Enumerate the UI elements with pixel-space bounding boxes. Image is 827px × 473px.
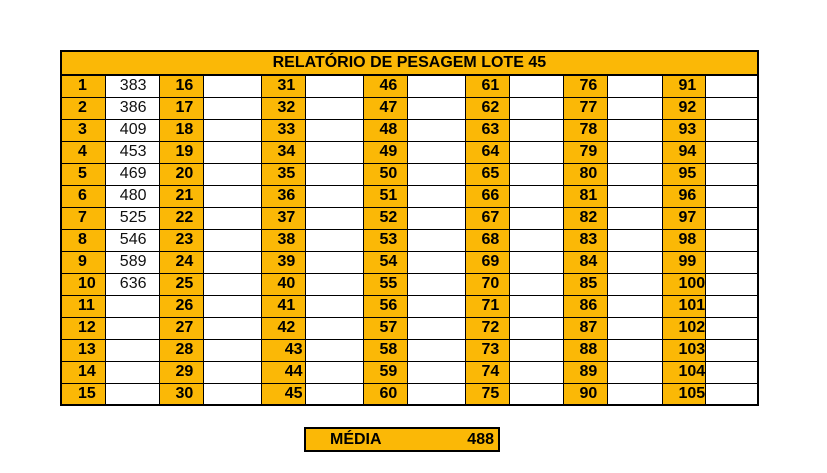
- animal-number-cell: 19: [159, 141, 203, 163]
- weight-value-cell[interactable]: [607, 339, 662, 361]
- animal-number-cell: 33: [261, 119, 305, 141]
- weight-value-cell[interactable]: [407, 119, 465, 141]
- animal-number-cell: 88: [563, 339, 607, 361]
- weight-value-cell[interactable]: [407, 229, 465, 251]
- table-row: [61, 339, 758, 361]
- animal-number-cell: 71: [465, 295, 509, 317]
- weight-value-cell[interactable]: [203, 185, 261, 207]
- weight-value-cell[interactable]: [407, 317, 465, 339]
- animal-number-cell: 67: [465, 207, 509, 229]
- table-row: [61, 295, 758, 317]
- weight-value-cell[interactable]: [509, 229, 563, 251]
- animal-number-cell: 63: [465, 119, 509, 141]
- animal-number-cell: 58: [363, 339, 407, 361]
- animal-number-cell: 27: [159, 317, 203, 339]
- weight-value-cell[interactable]: [105, 383, 159, 405]
- table-row: [61, 229, 758, 251]
- animal-number-cell: 39: [261, 251, 305, 273]
- weight-value-cell[interactable]: [407, 273, 465, 295]
- animal-number-cell: 7: [61, 207, 105, 229]
- animal-number-cell: 57: [363, 317, 407, 339]
- animal-number-cell: 44: [261, 361, 305, 383]
- animal-number-cell: 42: [261, 317, 305, 339]
- weight-value-cell[interactable]: [203, 97, 261, 119]
- weight-value-cell[interactable]: [706, 185, 758, 207]
- animal-number-cell: 75: [465, 383, 509, 405]
- weight-value-cell[interactable]: [706, 273, 758, 295]
- weight-value-cell[interactable]: [407, 295, 465, 317]
- weight-value-cell[interactable]: [607, 207, 662, 229]
- animal-number-cell: 8: [61, 229, 105, 251]
- animal-number-cell: 69: [465, 251, 509, 273]
- weight-value-cell[interactable]: [305, 229, 363, 251]
- animal-number-cell: 54: [363, 251, 407, 273]
- animal-number-cell: 14: [61, 361, 105, 383]
- weight-value-cell[interactable]: [407, 163, 465, 185]
- animal-number-cell: 70: [465, 273, 509, 295]
- animal-number-cell: 99: [662, 251, 706, 273]
- weight-value-cell[interactable]: [203, 251, 261, 273]
- weight-value-cell[interactable]: [509, 163, 563, 185]
- animal-number-cell: 21: [159, 185, 203, 207]
- table-row: [61, 317, 758, 339]
- animal-number-cell: 50: [363, 163, 407, 185]
- weight-value-cell[interactable]: [607, 141, 662, 163]
- animal-number-cell: 91: [662, 75, 706, 97]
- animal-number-cell: 79: [563, 141, 607, 163]
- weight-value-cell[interactable]: [203, 163, 261, 185]
- weight-value-cell[interactable]: [706, 339, 758, 361]
- weight-value-cell[interactable]: 383: [105, 75, 159, 97]
- weight-value-cell[interactable]: [305, 185, 363, 207]
- weight-value-cell[interactable]: 589: [105, 251, 159, 273]
- animal-number-cell: 103: [662, 339, 706, 361]
- animal-number-cell: 12: [61, 317, 105, 339]
- report-title: RELATÓRIO DE PESAGEM LOTE 45: [61, 51, 758, 75]
- animal-number-cell: 102: [662, 317, 706, 339]
- animal-number-cell: 90: [563, 383, 607, 405]
- weight-value-cell[interactable]: 480: [105, 185, 159, 207]
- table-row: [61, 361, 758, 383]
- animal-number-cell: 38: [261, 229, 305, 251]
- animal-number-cell: 1: [61, 75, 105, 97]
- weight-value-cell[interactable]: [607, 119, 662, 141]
- weight-value-cell[interactable]: [607, 295, 662, 317]
- weight-value-cell[interactable]: [407, 97, 465, 119]
- animal-number-cell: 104: [662, 361, 706, 383]
- weight-value-cell[interactable]: [509, 207, 563, 229]
- table-row: [61, 207, 758, 229]
- animal-number-cell: 43: [261, 339, 305, 361]
- animal-number-cell: 86: [563, 295, 607, 317]
- weight-value-cell[interactable]: [203, 295, 261, 317]
- weight-value-cell[interactable]: [706, 229, 758, 251]
- weight-value-cell[interactable]: [105, 295, 159, 317]
- weight-value-cell[interactable]: [607, 229, 662, 251]
- animal-number-cell: 25: [159, 273, 203, 295]
- weight-value-cell[interactable]: [607, 97, 662, 119]
- table-row: [61, 75, 758, 97]
- weight-value-cell[interactable]: [305, 295, 363, 317]
- weight-value-cell[interactable]: [607, 383, 662, 405]
- weight-value-cell[interactable]: 636: [105, 273, 159, 295]
- animal-number-cell: 17: [159, 97, 203, 119]
- weight-value-cell[interactable]: [305, 163, 363, 185]
- animal-number-cell: 77: [563, 97, 607, 119]
- weight-value-cell[interactable]: [607, 273, 662, 295]
- weight-value-cell[interactable]: 453: [105, 141, 159, 163]
- animal-number-cell: 73: [465, 339, 509, 361]
- animal-number-cell: 66: [465, 185, 509, 207]
- animal-number-cell: 3: [61, 119, 105, 141]
- weight-value-cell[interactable]: [305, 317, 363, 339]
- animal-number-cell: 24: [159, 251, 203, 273]
- weight-value-cell[interactable]: [203, 317, 261, 339]
- table-row: [61, 185, 758, 207]
- weight-value-cell[interactable]: [607, 163, 662, 185]
- weight-value-cell[interactable]: [305, 119, 363, 141]
- weight-value-cell[interactable]: [407, 207, 465, 229]
- weight-value-cell[interactable]: [706, 317, 758, 339]
- weighing-report-table: [60, 50, 759, 406]
- table-row: [61, 251, 758, 273]
- weight-value-cell[interactable]: [509, 273, 563, 295]
- weight-value-cell[interactable]: [407, 185, 465, 207]
- weight-value-cell[interactable]: [407, 383, 465, 405]
- animal-number-cell: 85: [563, 273, 607, 295]
- weight-value-cell[interactable]: [407, 339, 465, 361]
- animal-number-cell: 78: [563, 119, 607, 141]
- animal-number-cell: 16: [159, 75, 203, 97]
- weight-value-cell[interactable]: [607, 251, 662, 273]
- table-row: [61, 163, 758, 185]
- animal-number-cell: 59: [363, 361, 407, 383]
- table-row: [61, 383, 758, 405]
- animal-number-cell: 49: [363, 141, 407, 163]
- weight-value-cell[interactable]: [305, 251, 363, 273]
- weight-value-cell[interactable]: [305, 75, 363, 97]
- weight-value-cell[interactable]: [509, 185, 563, 207]
- weight-value-cell[interactable]: [607, 317, 662, 339]
- animal-number-cell: 48: [363, 119, 407, 141]
- animal-number-cell: 4: [61, 141, 105, 163]
- animal-number-cell: 101: [662, 295, 706, 317]
- animal-number-cell: 60: [363, 383, 407, 405]
- table-row: [61, 97, 758, 119]
- animal-number-cell: 41: [261, 295, 305, 317]
- weight-value-cell[interactable]: [305, 207, 363, 229]
- weight-value-cell[interactable]: [203, 383, 261, 405]
- weight-value-cell[interactable]: [509, 251, 563, 273]
- animal-number-cell: 83: [563, 229, 607, 251]
- animal-number-cell: 98: [662, 229, 706, 251]
- weight-value-cell[interactable]: [509, 141, 563, 163]
- animal-number-cell: 23: [159, 229, 203, 251]
- animal-number-cell: 13: [61, 339, 105, 361]
- animal-number-cell: 81: [563, 185, 607, 207]
- animal-number-cell: 40: [261, 273, 305, 295]
- animal-number-cell: 36: [261, 185, 305, 207]
- weight-value-cell[interactable]: 386: [105, 97, 159, 119]
- animal-number-cell: 65: [465, 163, 509, 185]
- weight-value-cell[interactable]: [305, 339, 363, 361]
- animal-number-cell: 84: [563, 251, 607, 273]
- animal-number-cell: 55: [363, 273, 407, 295]
- weight-value-cell[interactable]: [105, 317, 159, 339]
- animal-number-cell: 26: [159, 295, 203, 317]
- animal-number-cell: 96: [662, 185, 706, 207]
- weight-value-cell[interactable]: [706, 251, 758, 273]
- animal-number-cell: 30: [159, 383, 203, 405]
- animal-number-cell: 34: [261, 141, 305, 163]
- animal-number-cell: 15: [61, 383, 105, 405]
- weight-value-cell[interactable]: [706, 295, 758, 317]
- animal-number-cell: 5: [61, 163, 105, 185]
- animal-number-cell: 53: [363, 229, 407, 251]
- animal-number-cell: 47: [363, 97, 407, 119]
- weight-value-cell[interactable]: [203, 141, 261, 163]
- table-row: [61, 141, 758, 163]
- animal-number-cell: 92: [662, 97, 706, 119]
- weight-value-cell[interactable]: [706, 119, 758, 141]
- weight-value-cell[interactable]: [407, 361, 465, 383]
- animal-number-cell: 18: [159, 119, 203, 141]
- animal-number-cell: 80: [563, 163, 607, 185]
- weight-value-cell[interactable]: [203, 229, 261, 251]
- weight-value-cell[interactable]: [305, 383, 363, 405]
- weight-value-cell[interactable]: [607, 75, 662, 97]
- weight-value-cell[interactable]: 546: [105, 229, 159, 251]
- animal-number-cell: 51: [363, 185, 407, 207]
- animal-number-cell: 100: [662, 273, 706, 295]
- average-label: MÉDIA: [330, 431, 382, 448]
- animal-number-cell: 37: [261, 207, 305, 229]
- animal-number-cell: 74: [465, 361, 509, 383]
- weight-value-cell[interactable]: [305, 141, 363, 163]
- weight-value-cell[interactable]: [706, 75, 758, 97]
- weight-value-cell[interactable]: [203, 339, 261, 361]
- average-value: 488: [467, 431, 494, 448]
- animal-number-cell: 62: [465, 97, 509, 119]
- animal-number-cell: 82: [563, 207, 607, 229]
- animal-number-cell: 95: [662, 163, 706, 185]
- animal-number-cell: 9: [61, 251, 105, 273]
- animal-number-cell: 56: [363, 295, 407, 317]
- weight-value-cell[interactable]: [607, 361, 662, 383]
- animal-number-cell: 2: [61, 97, 105, 119]
- weight-value-cell[interactable]: [407, 141, 465, 163]
- weight-value-cell[interactable]: [305, 97, 363, 119]
- animal-number-cell: 20: [159, 163, 203, 185]
- animal-number-cell: 22: [159, 207, 203, 229]
- weight-value-cell[interactable]: [203, 273, 261, 295]
- animal-number-cell: 93: [662, 119, 706, 141]
- animal-number-cell: 61: [465, 75, 509, 97]
- weight-value-cell[interactable]: 469: [105, 163, 159, 185]
- weight-value-cell[interactable]: [509, 383, 563, 405]
- weight-value-cell[interactable]: [407, 251, 465, 273]
- weight-value-cell[interactable]: [706, 361, 758, 383]
- table-row: [61, 119, 758, 141]
- weight-value-cell[interactable]: [509, 361, 563, 383]
- weight-value-cell[interactable]: [203, 361, 261, 383]
- animal-number-cell: 35: [261, 163, 305, 185]
- weight-value-cell[interactable]: [407, 75, 465, 97]
- weight-value-cell[interactable]: [509, 339, 563, 361]
- weight-value-cell[interactable]: [706, 207, 758, 229]
- animal-number-cell: 45: [261, 383, 305, 405]
- weight-value-cell[interactable]: [509, 97, 563, 119]
- weight-value-cell[interactable]: [509, 317, 563, 339]
- animal-number-cell: 97: [662, 207, 706, 229]
- weight-value-cell[interactable]: [203, 207, 261, 229]
- weight-value-cell[interactable]: 409: [105, 119, 159, 141]
- animal-number-cell: 6: [61, 185, 105, 207]
- weight-value-cell[interactable]: [105, 339, 159, 361]
- animal-number-cell: 76: [563, 75, 607, 97]
- animal-number-cell: 11: [61, 295, 105, 317]
- animal-number-cell: 32: [261, 97, 305, 119]
- weight-value-cell[interactable]: [509, 75, 563, 97]
- weight-value-cell[interactable]: [509, 119, 563, 141]
- animal-number-cell: 10: [61, 273, 105, 295]
- animal-number-cell: 52: [363, 207, 407, 229]
- weight-value-cell[interactable]: 525: [105, 207, 159, 229]
- animal-number-cell: 68: [465, 229, 509, 251]
- animal-number-cell: 28: [159, 339, 203, 361]
- animal-number-cell: 29: [159, 361, 203, 383]
- animal-number-cell: 94: [662, 141, 706, 163]
- weight-value-cell[interactable]: [305, 361, 363, 383]
- animal-number-cell: 87: [563, 317, 607, 339]
- animal-number-cell: 89: [563, 361, 607, 383]
- weight-value-cell[interactable]: [203, 119, 261, 141]
- weight-value-cell[interactable]: [706, 383, 758, 405]
- animal-number-cell: 64: [465, 141, 509, 163]
- weight-value-cell[interactable]: [509, 295, 563, 317]
- animal-number-cell: 46: [363, 75, 407, 97]
- weight-value-cell[interactable]: [607, 185, 662, 207]
- weight-value-cell[interactable]: [706, 97, 758, 119]
- weight-value-cell[interactable]: [305, 273, 363, 295]
- title-row: [61, 51, 758, 75]
- weight-value-cell[interactable]: [706, 141, 758, 163]
- animal-number-cell: 72: [465, 317, 509, 339]
- weight-value-cell[interactable]: [105, 361, 159, 383]
- weight-value-cell[interactable]: [203, 75, 261, 97]
- animal-number-cell: 31: [261, 75, 305, 97]
- average-box: [304, 427, 500, 452]
- weight-value-cell[interactable]: [706, 163, 758, 185]
- animal-number-cell: 105: [662, 383, 706, 405]
- table-row: [61, 273, 758, 295]
